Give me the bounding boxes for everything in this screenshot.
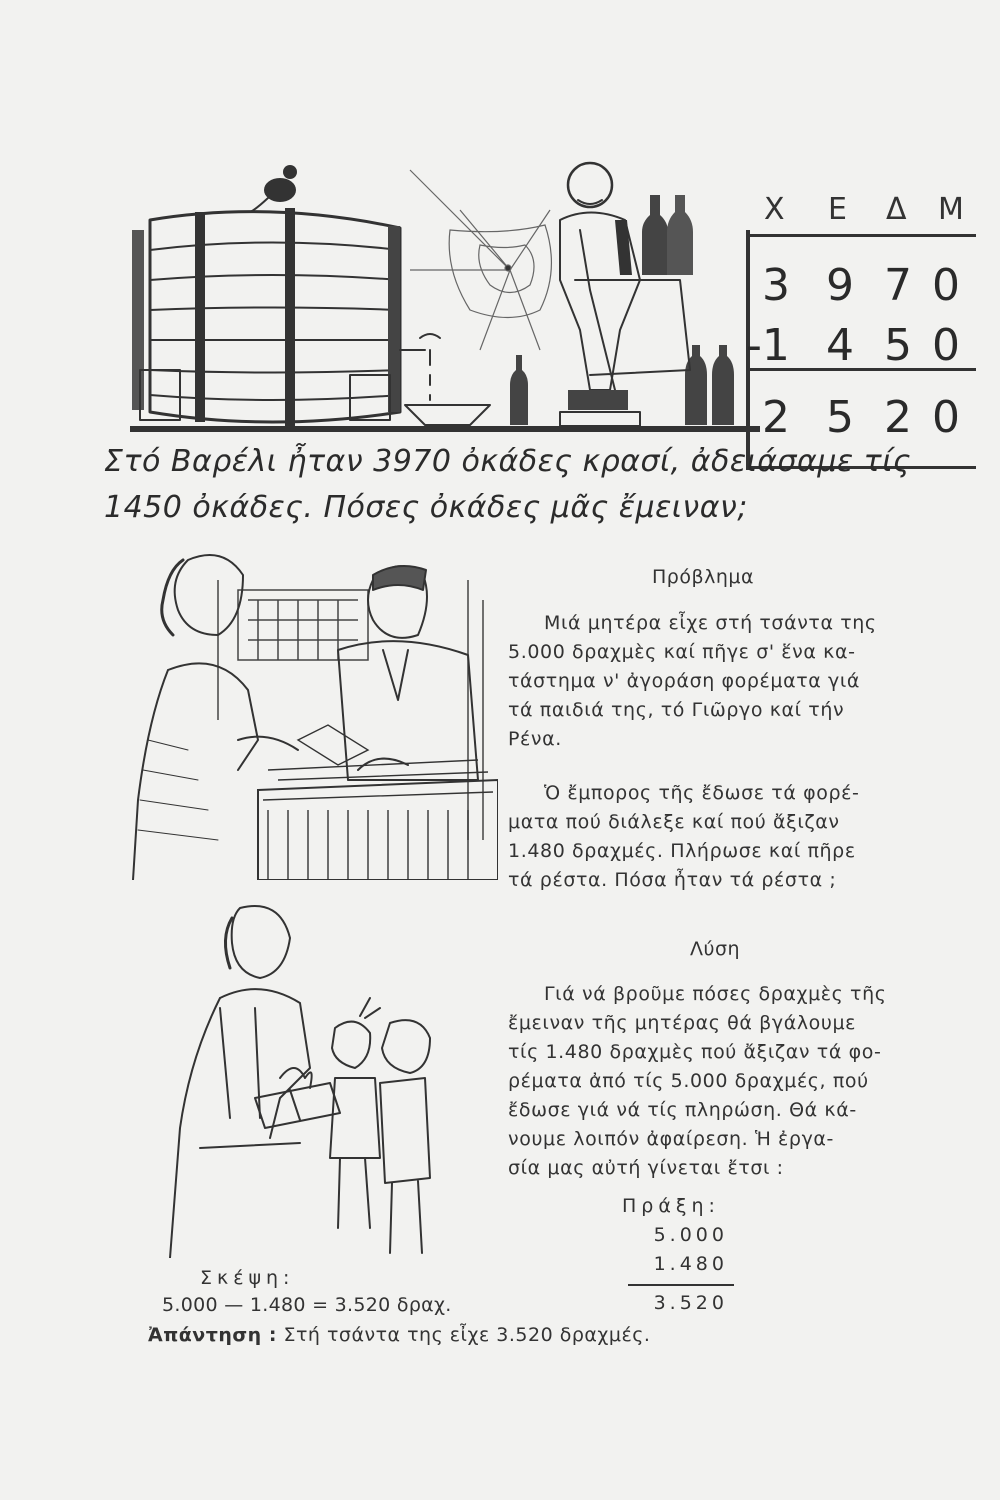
shop-scene-illustration xyxy=(128,540,498,880)
operation-result: 3.520 xyxy=(653,1292,728,1314)
text-line: τάστημα ν' ἀγοράση φορέματα γιά xyxy=(508,670,861,692)
text-line: ἔδωσε γιά νά τίς πληρώση. Θά κά- xyxy=(508,1099,857,1121)
barrel-caption-line1: Στό Βαρέλι ἦταν 3970 ὀκάδες κρασί, ἀδειάσαμε τίς xyxy=(104,444,911,479)
text-line: Ὁ ἔμπορος τῆς ἔδωσε τά φορέ- xyxy=(544,782,860,804)
header-units: Μ xyxy=(938,192,965,227)
subtrahend-digit: -1 xyxy=(746,320,790,371)
solution-paragraph xyxy=(508,980,928,1183)
problem-paragraph-1 xyxy=(508,609,924,754)
thought-equation: 5.000 — 1.480 = 3.520 δραχ. xyxy=(162,1294,452,1316)
wine-barrel-icon xyxy=(132,208,440,426)
shopkeeper-icon xyxy=(338,566,478,780)
minuend-digit: 3 xyxy=(762,260,790,311)
minuend-digit: 0 xyxy=(932,260,960,311)
waiter-icon xyxy=(560,163,693,426)
problem-paragraph-2 xyxy=(508,779,924,895)
place-value-table xyxy=(746,190,976,470)
cobweb-icon xyxy=(410,170,551,350)
operation-label: Πράξη: xyxy=(622,1195,720,1217)
text-line: Γιά νά βροῦμε πόσες δραχμὲς τῆς xyxy=(544,983,887,1005)
operation-minuend: 5.000 xyxy=(653,1224,728,1246)
answer-text: Στή τσάντα της εἶχε 3.520 δραχμές. xyxy=(283,1324,651,1346)
text-line: ματα πού διάλεξε καί πού ἄξιζαν xyxy=(508,811,840,833)
problem-heading: Πρόβλημα xyxy=(652,566,754,588)
subtrahend-digit: 0 xyxy=(932,320,960,371)
barrel-scene-illustration xyxy=(120,150,760,440)
text-line: 1.480 δραχμές. Πλήρωσε καί πῆρε xyxy=(508,840,856,862)
header-thousands: Χ xyxy=(764,192,786,227)
result-digit: 5 xyxy=(826,392,854,443)
subtrahend-digit: 5 xyxy=(884,320,912,371)
bowl-icon xyxy=(405,405,490,425)
thought-label: Σκέψη: xyxy=(200,1267,295,1289)
text-line: τά παιδιά της, τό Γιῶργο καί τήν xyxy=(508,699,845,721)
mother-children-illustration xyxy=(160,898,460,1258)
text-line: Ρένα. xyxy=(508,728,562,750)
text-line: σία μας αὐτή γίνεται ἔτσι : xyxy=(508,1157,784,1179)
text-line: ἔμειναν τῆς μητέρας θά βγάλουμε xyxy=(508,1012,857,1034)
answer-label: Ἀπάντηση : xyxy=(148,1324,277,1346)
result-digit: 0 xyxy=(932,392,960,443)
operation-subtrahend: 1.480 xyxy=(653,1253,728,1275)
minuend-digit: 7 xyxy=(884,260,912,311)
text-line: Μιά μητέρα εἶχε στή τσάντα της xyxy=(544,612,877,634)
mouse-icon xyxy=(250,165,297,212)
result-digit: 2 xyxy=(762,392,790,443)
text-line: τά ρέστα. Πόσα ἦταν τά ρέστα ; xyxy=(508,869,837,891)
minuend-digit: 9 xyxy=(826,260,854,311)
text-line: ρέματα ἀπό τίς 5.000 δραχμές, πού xyxy=(508,1070,869,1092)
header-hundreds: Ε xyxy=(828,192,848,227)
barrel-caption-line2: 1450 ὀκάδες. Πόσες ὀκάδες μᾶς ἔμειναν; xyxy=(104,490,748,525)
answer-line xyxy=(148,1324,650,1346)
header-tens: Δ xyxy=(886,192,908,227)
mother-icon xyxy=(133,555,298,880)
solution-heading: Λύση xyxy=(690,938,741,960)
text-line: νουμε λοιπόν ἀφαίρεση. Ἡ ἐργα- xyxy=(508,1128,835,1150)
subtrahend-digit: 4 xyxy=(826,320,854,371)
text-line: τίς 1.480 δραχμὲς πού ἄξιζαν τά φο- xyxy=(508,1041,882,1063)
operation-line xyxy=(628,1284,734,1286)
result-digit: 2 xyxy=(884,392,912,443)
text-line: 5.000 δραχμὲς καί πῆγε σ' ἕνα κα- xyxy=(508,641,856,663)
